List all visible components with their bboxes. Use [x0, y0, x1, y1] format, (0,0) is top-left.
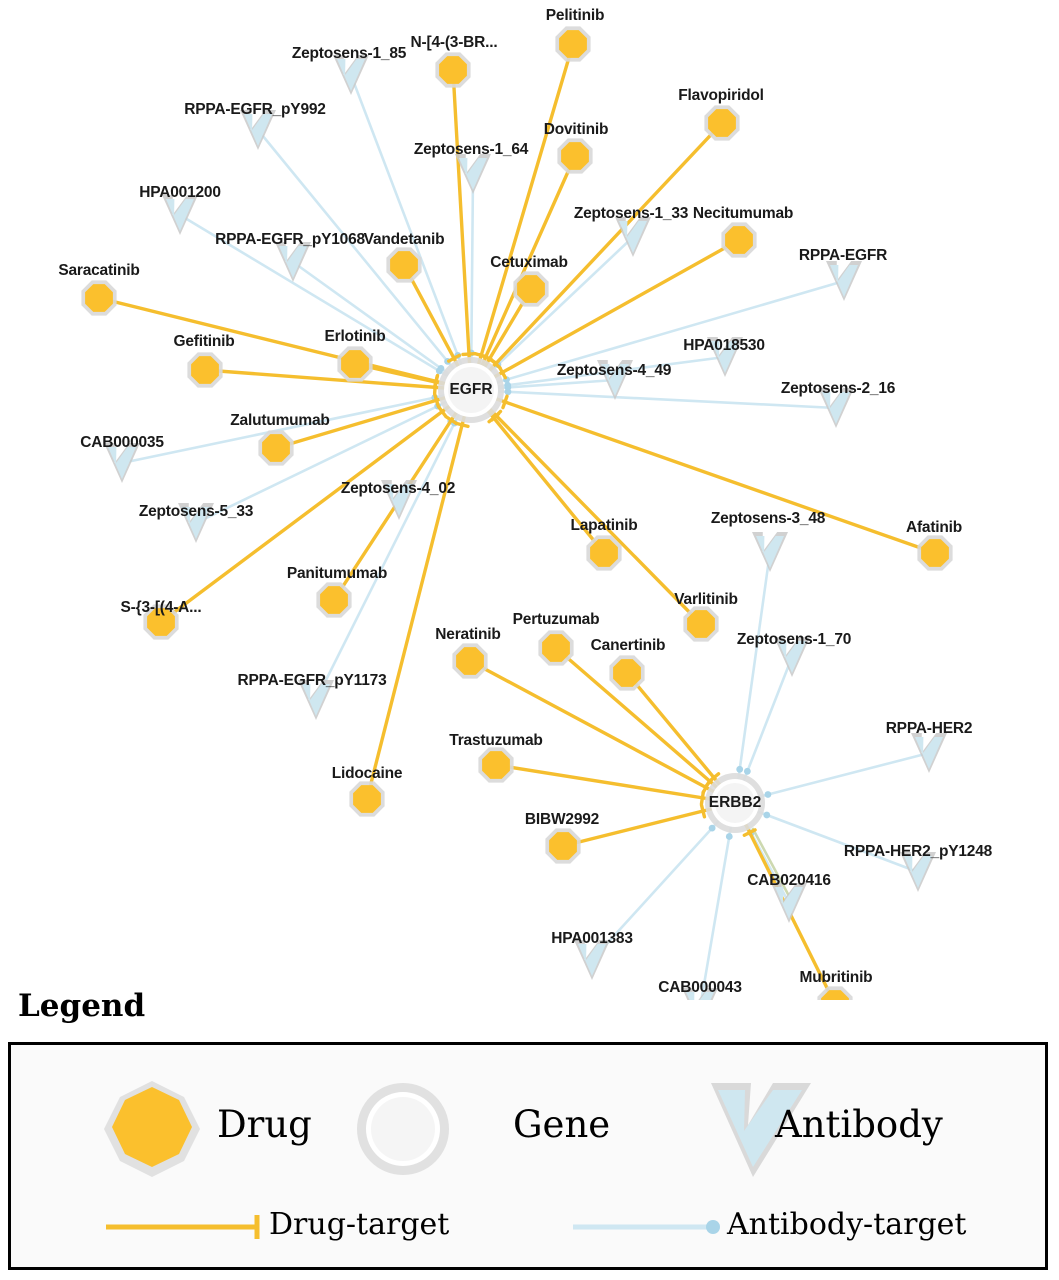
node-label: EGFR [449, 381, 493, 398]
drug-node [349, 781, 384, 816]
node-label: S-{3-[(4-A... [120, 599, 202, 616]
drug-node [513, 271, 548, 306]
legend-label-drug: Drug [217, 1103, 312, 1146]
legend-box [8, 1042, 1048, 1270]
node-label: Zeptosens-2_16 [780, 380, 896, 397]
drug-node [586, 535, 621, 570]
node-label: N-[4-(3-BR... [410, 34, 498, 51]
node-label: Necitumumab [692, 205, 794, 222]
node-label: RPPA-HER2_pY1248 [843, 843, 993, 860]
drug-node [81, 280, 116, 315]
node-label: Zeptosens-1_70 [736, 631, 852, 648]
legend-label-drug-target: Drug-target [269, 1207, 450, 1242]
node-label: HPA018530 [683, 337, 765, 354]
drug-node [187, 352, 222, 387]
node-label: RPPA-EGFR_pY1068 [215, 231, 365, 248]
node-label: Erlotinib [324, 328, 386, 345]
drug-node [386, 247, 421, 282]
node-label: Zeptosens-1_64 [413, 141, 529, 158]
node-label: Zeptosens-1_85 [291, 45, 407, 62]
node-label: Zeptosens-1_33 [573, 205, 689, 222]
legend-drug-edge-sample [106, 1215, 259, 1239]
node-label: HPA001200 [139, 184, 221, 201]
drug-node [435, 52, 470, 87]
drug-node [316, 582, 351, 617]
node-label: ERBB2 [708, 794, 762, 811]
node-label: Vandetanib [363, 231, 445, 248]
legend-drug-icon [104, 1081, 200, 1177]
drug-node [721, 222, 756, 257]
node-label: Zeptosens-3_48 [710, 510, 826, 527]
antibody-node [911, 733, 947, 773]
legend-label-gene: Gene [513, 1103, 611, 1146]
drug-node [337, 346, 372, 381]
node-label: Canertinib [590, 637, 666, 654]
node-label: Flavopiridol [678, 87, 764, 104]
legend-antibody-edge-sample [573, 1220, 720, 1234]
node-label: Dovitinib [543, 121, 609, 138]
node-label: HPA001383 [551, 930, 633, 947]
drug-node [704, 105, 739, 140]
drug-node [538, 630, 573, 665]
antibody-node [615, 217, 651, 257]
node-label: Panitumumab [286, 565, 388, 582]
legend-label-antibody: Antibody [775, 1103, 943, 1146]
node-label: CAB000043 [658, 979, 742, 996]
node-label: Zeptosens-4_49 [556, 362, 672, 379]
node-label: Pertuzumab [512, 611, 600, 628]
node-label: Afatinib [905, 519, 963, 536]
drug-node [555, 26, 590, 61]
node-label: Lidocaine [331, 765, 403, 782]
node-label: CAB020416 [747, 872, 831, 889]
legend-title: Legend [18, 988, 146, 1024]
legend-gene-icon [357, 1083, 449, 1175]
node-label: RPPA-EGFR_pY1173 [237, 672, 387, 689]
node-label: Cetuximab [490, 254, 568, 271]
node-label: Trastuzumab [449, 732, 543, 749]
node-label: Lapatinib [570, 517, 638, 534]
drug-node [917, 535, 952, 570]
node-label: CAB000035 [80, 434, 164, 451]
node-label: Mubritinib [799, 969, 873, 986]
node-label: RPPA-EGFR_pY992 [184, 101, 326, 118]
antibody-node [826, 261, 862, 301]
drug-node [258, 430, 293, 465]
drug-node [683, 606, 718, 641]
antibody-node [752, 532, 788, 572]
drug-node [817, 986, 852, 1000]
node-label: Pelitinib [545, 7, 605, 24]
drug-node [452, 643, 487, 678]
node-label: Zalutumumab [230, 412, 330, 429]
node-label: Saracatinib [58, 262, 140, 279]
node-label: Zeptosens-4_02 [340, 480, 456, 497]
node-label: BIBW2992 [524, 811, 600, 828]
antibody-edges-group [122, 75, 929, 1000]
node-label: RPPA-HER2 [885, 720, 973, 737]
node-label: Gefitinib [173, 333, 235, 350]
drug-node [478, 747, 513, 782]
node-label: Zeptosens-5_33 [138, 503, 254, 520]
drug-node [609, 655, 644, 690]
node-label: RPPA-EGFR [798, 247, 888, 264]
drug-node [557, 138, 592, 173]
drug-node [545, 828, 580, 863]
node-label: Varlitinib [674, 591, 738, 608]
legend-label-antibody-target: Antibody-target [727, 1207, 967, 1242]
node-label: Neratinib [435, 626, 501, 643]
